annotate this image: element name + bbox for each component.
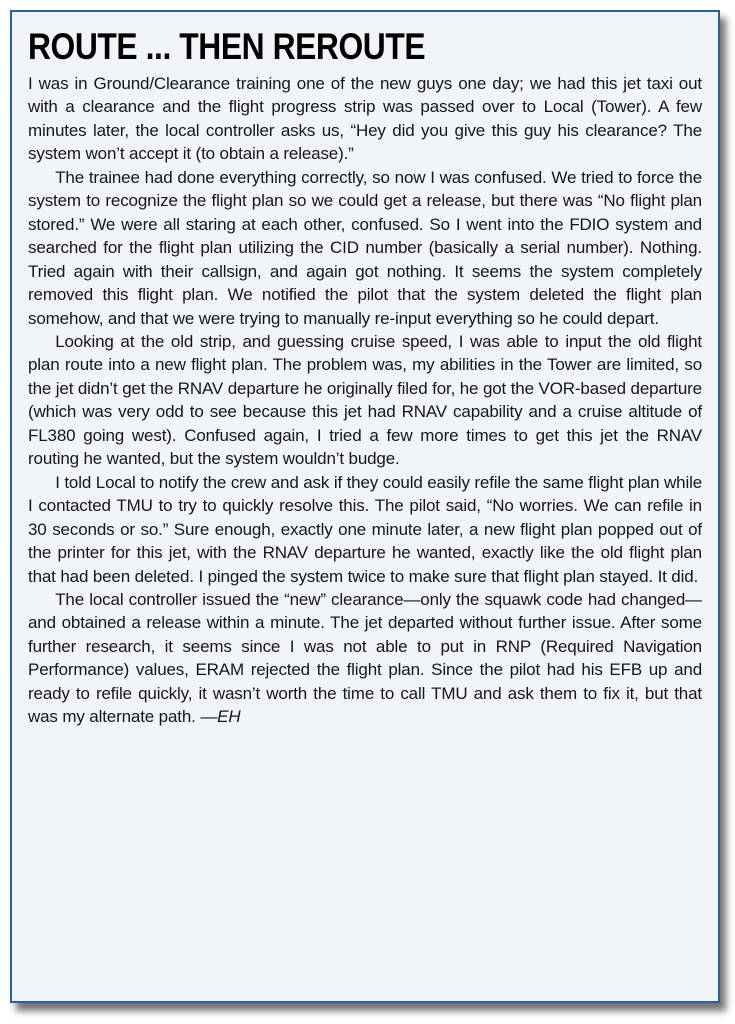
article-box [10, 10, 720, 1003]
paragraph-2: The trainee had done everything correctly, so now I was confused. We tried to force the system to recognize the flight plan so we could get a release, but there was “No flight plan stored.” We were all staring at each other, confused. So I went into the FDIO system and searched for the flight plan utilizing the CID number (basically a serial number). Nothing. Tried again with their callsign, and again got nothing. It seems the system completely removed this flight plan. We notified the pilot that the system deleted the flight plan somehow, and that we were trying to manually re-input everything so he could depart. [28, 167, 702, 328]
paragraph-1: I was in Ground/Clearance training one of the new guys one day; we had this jet taxi out with a clearance and the flight progress strip was passed over to Local (Tower). A few minutes later, the local controller asks us, “Hey did you give this guy his clearance? The system won’t accept it (to obtain a release).” [28, 74, 702, 164]
article-title: ROUTE ... THEN REROUTE [28, 26, 426, 67]
paragraph-5-text: The local controller issued the “new” clearance—only the squawk code had changed—and obtained a release within a minute. The jet departed without further issue. After some further research, it seems since I was not able to put in RNP (Required Navigation Performance) values, ERAM rejected the flight plan. Since the pilot had his EFB up and ready to refile quickly, it wasn’t worth the time to call TMU and ask them to fix it, but that was my alternate path. [28, 589, 702, 727]
paragraph-4: I told Local to notify the crew and ask if they could easily refile the same flight plan while I contacted TMU to try to quickly resolve this. The pilot said, “No worries. We can refile in 30 seconds or so.” Sure enough, exactly one minute later, a new flight plan popped out of the printer for this jet, with the RNAV departure he wanted, exactly like the old flight plan that had been deleted. I pinged the system twice to make sure that flight plan stayed. It did. [28, 472, 702, 586]
paragraph-5 [28, 588, 702, 729]
paragraph-3: Looking at the old strip, and guessing cruise speed, I was able to input the old flight plan route into a new flight plan. The problem was, my abilities in the Tower are limited, so the jet didn’t get the RNAV departure he originally filed for, he got the VOR-based departure (which was very odd to see because this jet had RNAV capability and a cruise altitude of FL380 going west). Confused again, I tried a few more times to get this jet the RNAV routing he wanted, but the system wouldn’t budge. [28, 331, 702, 469]
author-signature: —EH [200, 707, 241, 727]
